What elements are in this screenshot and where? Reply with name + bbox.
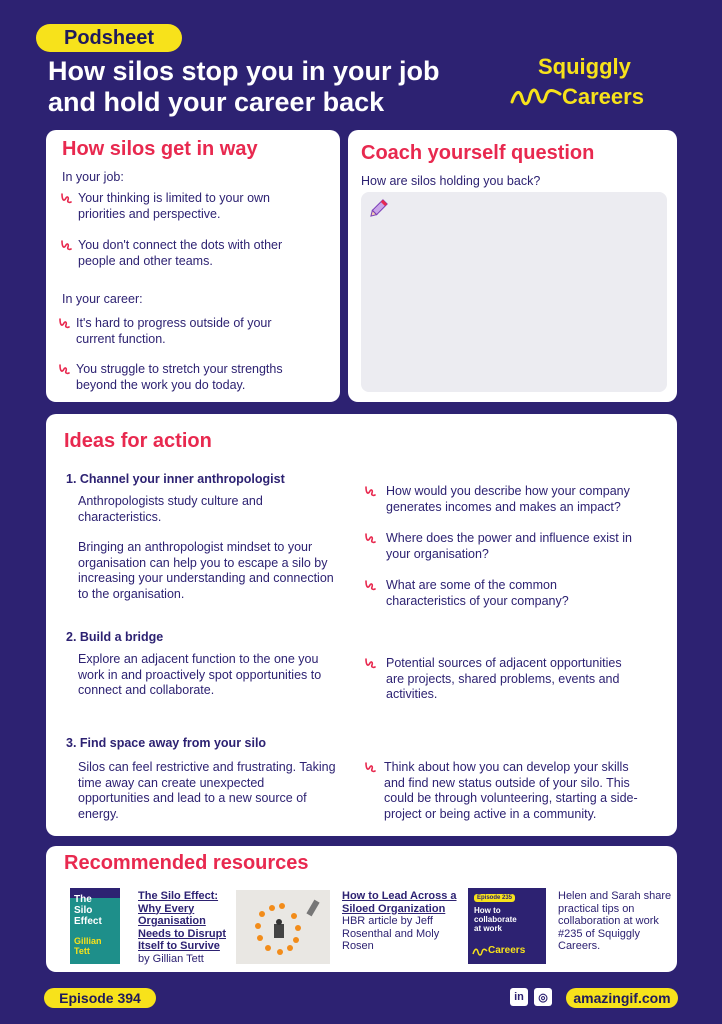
episode-desc-line-3: collaboration at work [558,915,659,927]
book-cover-author-line-2: Tett [74,946,90,956]
squiggle-bullet-icon [364,578,386,609]
idea-1-bullet-1-line-2: generates incomes and makes an impact? [386,499,621,514]
idea-1-bullet-2-line-2: your organisation? [386,546,489,561]
episode-thumb-title [474,906,517,933]
idea-1-para-1-line-1: Anthropologists study culture and [78,494,263,508]
idea-1-bullet-1 [364,484,630,515]
book-cover-title [74,894,102,927]
silos-card [46,130,340,402]
idea-2-bullet-1-line-2: are projects, shared problems, events and [386,671,620,686]
book-cover[interactable] [70,888,120,964]
idea-1-para-2-line-4: to the organisation. [78,586,185,601]
resources-card [46,846,677,972]
book-cover-author [74,936,102,956]
idea-1-heading: 1. Channel your inner anthropologist [66,472,285,486]
idea-3-para-1-line-3: opportunities and lead to a new source of [78,791,307,805]
article-title-link[interactable] [342,890,457,915]
pencil-icon [367,198,389,220]
idea-1-bullet-3-line-1: What are some of the common [386,578,557,592]
book-cover-author-line-1: Gillian [74,936,102,946]
episode-desc-line-4[interactable]: #235 of Squiggly [558,927,640,940]
squiggle-bullet-icon [58,316,76,347]
idea-1-bullet-3 [364,578,569,609]
episode-desc-line-1: Helen and Sarah share [558,890,672,902]
job-bullet-2-line-2: people and other teams. [78,253,213,268]
job-bullet-1 [60,191,270,222]
book-title-line-5: Itself to Survive [138,940,220,952]
idea-3-para-1-line-2: time away can create unexpected [78,775,265,790]
career-bullet-2 [58,362,283,393]
podsheet-badge: Podsheet [36,24,182,52]
career-bullet-1 [58,316,272,347]
book-cover-title-line-2: Silo [74,905,93,916]
coach-card [348,130,677,402]
book-byline: by Gillian Tett [138,952,204,965]
job-bullet-1-line-1: Your thinking is limited to your own [78,191,270,205]
logo-squiggle-icon [510,84,562,110]
book-title-line-1: The Silo Effect: [138,890,219,902]
logo-line-1: Squiggly [538,54,631,79]
idea-1-bullet-3-line-2: characteristics of your company? [386,593,569,608]
idea-3-para-1 [78,760,336,822]
idea-1-para-2-line-1: Bringing an anthropologist mindset to your [78,540,313,554]
squiggly-careers-logo [510,54,690,114]
idea-2-bullet-1 [364,656,622,703]
idea-3-para-1-line-1: Silos can feel restrictive and frustrating. Taking [78,760,336,774]
episode-thumb-line-1: How to [474,906,501,915]
job-bullet-1-line-2: priorities and perspective. [78,206,221,221]
squiggle-bullet-icon [364,760,384,822]
job-label: In your job: [62,170,124,184]
episode-desc-line-2: practical tips on [558,902,635,915]
squiggle-bullet-icon [364,484,386,515]
episode-resource [558,890,671,953]
idea-3-para-1-line-4: energy. [78,806,119,821]
idea-1-bullet-1-line-1: How would you describe how your company [386,484,630,498]
career-bullet-1-line-2: current function. [76,331,166,346]
book-cover-title-line-3: Effect [74,916,102,927]
episode-thumbnail[interactable] [468,888,546,964]
idea-3-heading: 3. Find space away from your silo [66,736,267,750]
episode-desc-line-5: Careers. [558,940,601,952]
idea-1-bullet-2-line-1: Where does the power and influence exist in [386,531,632,545]
career-bullet-2-line-2: beyond the work you do today. [76,377,246,392]
idea-2-heading: 2. Build a bridge [66,630,164,644]
article-title-line-1: How to Lead Across a [342,890,457,902]
article-desc-line-1: HBR article by Jeff [342,915,433,927]
article-desc-line-2: Rosenthal and Moly [342,927,440,940]
idea-2-bullet-1-line-1: Potential sources of adjacent opportunities [386,656,622,670]
squiggle-bullet-icon [60,191,78,222]
idea-2-para-1-line-1: Explore an adjacent function to the one you [78,652,319,666]
book-cover-title-line-1: The [74,894,92,905]
page-title-line-1: How silos stop you in your job [48,56,440,86]
book-title-line-2: Why Every [138,902,195,915]
idea-3-bullet-1 [364,760,638,822]
career-label: In your career: [62,292,143,306]
idea-3-bullet-1-line-4: project or being active in a community. [384,806,597,821]
idea-2-para-1-line-3: connect and collaborate. [78,683,215,697]
episode-badge: Episode 394 [44,988,156,1008]
idea-1-para-1 [78,494,263,525]
article-title-line-2: Siloed Organization [342,902,446,915]
book-title-line-4: Needs to Disrupt [138,927,227,940]
idea-2-para-1 [78,652,321,699]
episode-thumb-logo: Careers [488,945,526,956]
article-resource [342,890,457,953]
logo-line-2: Careers [562,84,644,109]
idea-2-para-1-line-2: work in and proactively spot opportunities to [78,667,322,682]
job-bullet-2-line-1: You don't connect the dots with other [78,238,283,252]
idea-3-bullet-1-line-2: and find new status outside of your silo. This [384,775,630,790]
idea-1-para-2-line-2: organisation can help you to escape a silo by [78,555,328,570]
coach-card-title: Coach yourself question [361,142,595,164]
squiggle-bullet-icon [60,238,78,269]
idea-3-bullet-1-line-1: Think about how you can develop your skills [384,760,629,774]
answer-area[interactable] [361,192,667,392]
episode-thumb-line-2: collaborate [474,915,517,924]
book-title-link[interactable] [138,890,226,953]
squiggle-bullet-icon [364,531,386,562]
article-desc [342,915,457,953]
book-resource [138,890,226,965]
ideas-card-title: Ideas for action [64,430,212,452]
squiggle-bullet-icon [364,656,386,703]
episode-thumb-tag: Episode 235 [474,894,515,902]
episode-thumb-line-3: at work [474,924,503,933]
article-desc-line-3: Rosen [342,940,374,952]
website-link[interactable]: amazingif.com [566,988,678,1008]
article-image[interactable] [236,890,330,964]
job-bullet-2 [60,238,282,269]
ideas-card [46,414,677,836]
idea-1-bullet-2 [364,531,632,562]
article-illustration [236,890,330,964]
idea-1-para-2-line-3: increasing your understanding and connection [78,571,334,585]
resources-card-title: Recommended resources [64,852,309,874]
book-title-line-3: Organisation [138,915,206,927]
idea-1-para-2 [78,540,334,602]
episode-thumb-squiggle-icon [472,946,488,958]
squiggle-bullet-icon [58,362,76,393]
idea-1-para-1-line-2: characteristics. [78,509,162,524]
page-title-line-2: and hold your career back [48,87,385,117]
linkedin-icon[interactable]: in [510,988,528,1006]
idea-3-bullet-1-line-3: could be through volunteering, starting a side- [384,791,638,805]
idea-2-bullet-1-line-3: activities. [386,687,438,701]
instagram-icon[interactable]: ◎ [534,988,552,1006]
episode-desc [558,890,671,953]
page-title [48,56,508,118]
silos-card-title: How silos get in way [62,138,258,160]
coach-question: How are silos holding you back? [361,174,541,188]
career-bullet-1-line-1: It's hard to progress outside of your [76,316,272,330]
career-bullet-2-line-1: You struggle to stretch your strengths [76,362,283,376]
